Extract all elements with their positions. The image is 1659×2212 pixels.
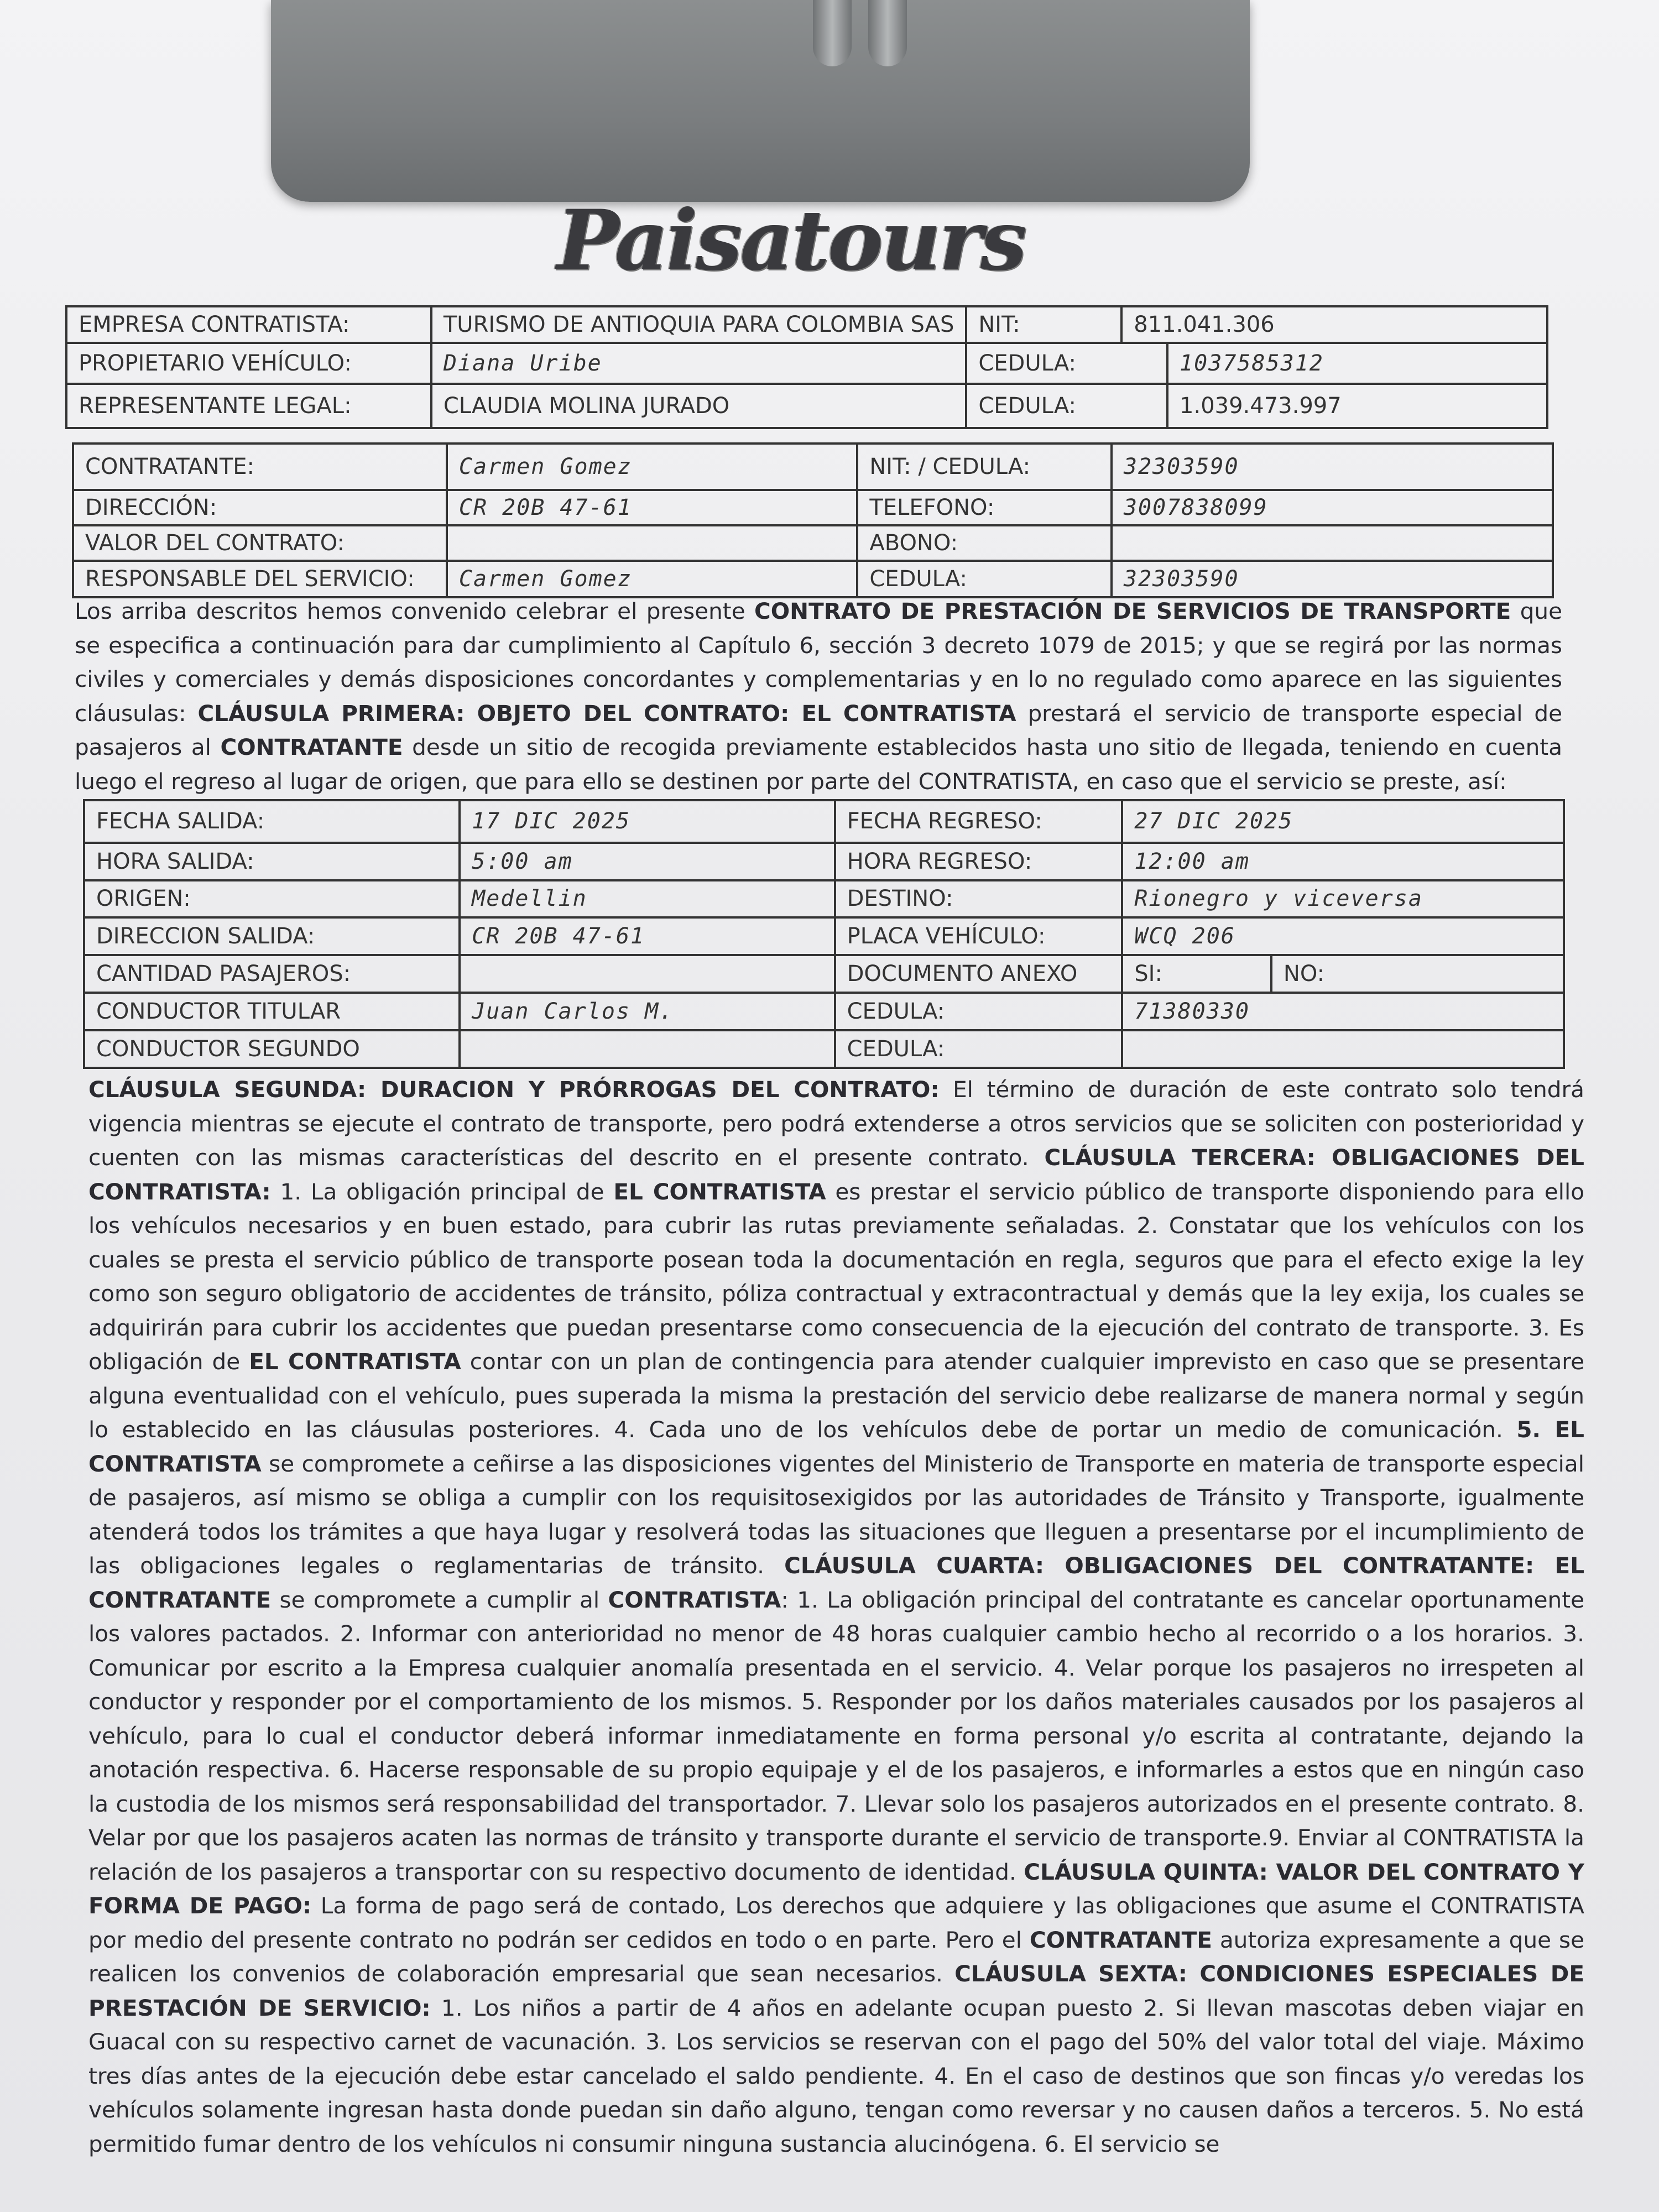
contratante-label: CONTRATANTE: bbox=[73, 444, 447, 490]
clausula-tercera-bold-b: EL CONTRATISTA bbox=[613, 1178, 826, 1205]
cedula1-label: CEDULA: bbox=[966, 343, 1167, 384]
empresa-label: EMPRESA CONTRATISTA: bbox=[66, 306, 431, 343]
telefono-value: 3007838099 bbox=[1112, 490, 1553, 525]
trip-details-table bbox=[83, 799, 1565, 1069]
valor-label: VALOR DEL CONTRATO: bbox=[73, 525, 447, 561]
hora-salida-value: 5:00 am bbox=[460, 843, 835, 880]
cedula-segundo-label: CEDULA: bbox=[835, 1030, 1123, 1068]
abono-value bbox=[1112, 525, 1553, 561]
propietario-value: Diana Uribe bbox=[431, 343, 966, 384]
fecha-regreso-label: FECHA REGRESO: bbox=[835, 800, 1123, 843]
cedula1-value: 1037585312 bbox=[1167, 343, 1547, 384]
clausula-sexta-text: 1. Los niños a partir de 4 años en adelante ocupan puesto 2. Si llevan mascotas deben viajar en Guacal con su respectivo carnet de vacunación. 3. Los servicios se reservan con el pago del 50% del valor total del viaje. Máximo tres días antes de la ejecución debe estar cancelado el saldo pendiente. 4. En el caso de destinos que son fincas y/o veredas los vehículos solamente ingresan hasta donde puedan sin daño alguno, tengan como reversar y no causen daños a terceros. 5. No está permitido fumar dentro de los vehículos ni consumir ninguna sustancia alucinógena. 6. El servicio se bbox=[88, 1994, 1584, 2157]
clip-ridge bbox=[868, 0, 907, 66]
clausula-cuarta-text-a: se compromete a cumplir al bbox=[271, 1586, 608, 1613]
intro-text-3: prestará el servicio de transporte especial de pasajeros al bbox=[75, 700, 1562, 760]
empresa-value: TURISMO DE ANTIOQUIA PARA COLOMBIA SAS bbox=[431, 306, 966, 343]
destino-value: Rionegro y viceversa bbox=[1122, 880, 1564, 918]
fecha-salida-label: FECHA SALIDA: bbox=[84, 800, 460, 843]
clausula-tercera-text-a: 1. La obligación principal de bbox=[270, 1178, 614, 1205]
intro-contract-title: CONTRATO DE PRESTACIÓN DE SERVICIOS DE TRANSPORTE bbox=[754, 598, 1511, 624]
cedula-segundo-value bbox=[1122, 1030, 1564, 1068]
intro-paragraph bbox=[75, 594, 1562, 799]
representante-value: CLAUDIA MOLINA JURADO bbox=[431, 384, 966, 428]
conductor-segundo-value bbox=[460, 1030, 835, 1068]
clausula-cuarta-bold-b: CONTRATISTA bbox=[608, 1586, 781, 1613]
clausula-tercera-text-d: se compromete a ceñirse a las disposiciones vigentes del Ministerio de Transporte en materia de transporte especial de pasajeros, así mismo se obliga a cumplir con los requisitosexigidos por las autoridades de Tránsito y Transporte, igualmente atenderá todos los trámites a que haya lugar y resolverá todas las situaciones que lleguen a presentarse por el incumplimiento de las obligaciones legales o reglamentarias de tránsito. bbox=[88, 1450, 1584, 1579]
intro-text-4: desde un sitio de recogida previamente establecidos hasta uno sitio de llegada, teniendo en cuenta luego el regreso al lugar de origen, que para ello se destinen por parte del CONTRATISTA, en caso que el servicio se preste, así: bbox=[75, 734, 1563, 795]
pasajeros-label: CANTIDAD PASAJEROS: bbox=[84, 955, 460, 993]
fecha-salida-value: 17 DIC 2025 bbox=[460, 800, 835, 843]
clausula-tercera-text-b: es prestar el servicio público de transporte disponiendo para ello los vehículos necesarios y en buen estado, para cubrir las rutas previamente señaladas. 2. Constatar que los vehículos con los cuales se presta el servicio público de transporte posean toda la documentación en regla, seguros que para el efecto exige la ley como son seguro obligatorio de accidentes de tránsito, póliza contractual y extracontractual y demás que la ley exija, los cuales se adquirirán para cubrir los accidentes que puedan presentarse como consecuencia de la ejecución del contrato de transporte. 3. Es obligación de bbox=[88, 1178, 1584, 1375]
cedula-titular-label: CEDULA: bbox=[835, 993, 1123, 1030]
hora-salida-label: HORA SALIDA: bbox=[84, 843, 460, 880]
fecha-regreso-value: 27 DIC 2025 bbox=[1122, 800, 1564, 843]
hora-regreso-value: 12:00 am bbox=[1122, 843, 1564, 880]
company-logo: Paisatours bbox=[556, 192, 1025, 289]
intro-text-1: Los arriba descritos hemos convenido celebrar el presente bbox=[75, 598, 755, 624]
abono-label: ABONO: bbox=[857, 525, 1112, 561]
clausula-tercera-bold-d: 5. EL CONTRATISTA bbox=[88, 1416, 1584, 1477]
propietario-label: PROPIETARIO VEHÍCULO: bbox=[66, 343, 431, 384]
origen-label: ORIGEN: bbox=[84, 880, 460, 918]
clausula-quinta-title: CLÁUSULA QUINTA: VALOR DEL CONTRATO Y FORMA DE PAGO: bbox=[88, 1858, 1584, 1919]
clausula-tercera-title: CLÁUSULA TERCERA: OBLIGACIONES DEL CONTRATISTA: bbox=[88, 1144, 1584, 1205]
contratante-value: Carmen Gomez bbox=[447, 444, 858, 490]
responsable-label: RESPONSABLE DEL SERVICIO: bbox=[73, 561, 447, 597]
hora-regreso-label: HORA REGRESO: bbox=[835, 843, 1123, 880]
intro-contratante: CONTRATANTE bbox=[220, 734, 403, 760]
direccion-label: DIRECCIÓN: bbox=[73, 490, 447, 525]
cedula-titular-value: 71380330 bbox=[1122, 993, 1564, 1030]
contratante-table bbox=[72, 442, 1554, 598]
nit-label: NIT: bbox=[966, 306, 1121, 343]
clausula-cuarta-title: CLÁUSULA CUARTA: OBLIGACIONES DEL CONTRATANTE: EL CONTRATANTE bbox=[88, 1552, 1585, 1613]
representante-label: REPRESENTANTE LEGAL: bbox=[66, 384, 431, 428]
clipboard-clip bbox=[271, 0, 1250, 202]
clausula-segunda-title: CLÁUSULA SEGUNDA: DURACION Y PRÓRROGAS DEL CONTRATO: bbox=[88, 1076, 940, 1103]
responsable-value: Carmen Gomez bbox=[447, 561, 858, 597]
clausula-quinta-text-b: autoriza expresamente a que se realicen los convenios de colaboración empresarial que sean necesarios. bbox=[88, 1926, 1585, 1987]
clip-ridge bbox=[813, 0, 852, 66]
no-label: NO: bbox=[1271, 955, 1564, 993]
conductor-titular-label: CONDUCTOR TITULAR bbox=[84, 993, 460, 1030]
direccion-salida-label: DIRECCION SALIDA: bbox=[84, 917, 460, 955]
clausula-quinta-bold-b: CONTRATANTE bbox=[1029, 1926, 1212, 1953]
telefono-label: TELEFONO: bbox=[857, 490, 1112, 525]
clausula-segunda-text: El término de duración de este contrato solo tendrá vigencia mientras se ejecute el contrato de transporte, pero podrá extenderse a otros servicios que se soliciten con posterioridad y cuenten con las mismas características del descrito en el presente contrato. bbox=[88, 1076, 1584, 1171]
nit-cedula-value: 32303590 bbox=[1112, 444, 1553, 490]
placa-label: PLACA VEHÍCULO: bbox=[835, 917, 1123, 955]
intro-text-2: que se especifica a continuación para dar cumplimiento al Capítulo 6, sección 3 decreto 1079 de 2015; y que se regirá por las normas civiles y comerciales y demás disposiciones concordantes y complementarias y en lo no regulado como aparece en las siguientes cláusulas: bbox=[75, 598, 1563, 727]
direccion-salida-value: CR 20B 47-61 bbox=[460, 917, 835, 955]
clausula-tercera-text-c: contar con un plan de contingencia para atender cualquier imprevisto en caso que se presentare alguna eventualidad con el vehículo, pues superada la misma la prestación del servicio debe realizarse de manera normal y según lo establecido en las cláusulas posteriores. 4. Cada uno de los vehículos debe de portar un medio de comunicación. bbox=[88, 1348, 1584, 1443]
conductor-titular-value: Juan Carlos M. bbox=[460, 993, 835, 1030]
cedula-value: 32303590 bbox=[1112, 561, 1553, 597]
documento-anexo-label: DOCUMENTO ANEXO bbox=[835, 955, 1123, 993]
nit-cedula-label: NIT: / CEDULA: bbox=[857, 444, 1112, 490]
clausula-quinta-text-a: La forma de pago será de contado, Los derechos que adquiere y las obligaciones que asume el CONTRATISTA por medio del presente contrato no podrán ser cedidos en todo o en parte. Pero el bbox=[88, 1892, 1584, 1953]
direccion-value: CR 20B 47-61 bbox=[447, 490, 858, 525]
cedula2-label: CEDULA: bbox=[966, 384, 1167, 428]
clausula-primera-title: CLÁUSULA PRIMERA: OBJETO DEL CONTRATO: EL CONTRATISTA bbox=[197, 700, 1016, 727]
clausula-cuarta-text-b: : 1. La obligación principal del contratante es cancelar oportunamente los valores pactados. 2. Informar con anterioridad no menor de 48 horas cualquier cambio hecho al recorrido o a los horarios. 3. Comunicar por escrito a la Empresa cualquier anomalía presentada en el servicio. 4. Velar porque los pasajeros no irrespeten al conductor y responder por el comportamiento de los mismos. 5. Responder por los daños materiales causados por los pasajeros al vehículo, para lo cual el conductor deberá informar inmediatamente en forma personal y/o escrita al contratante, dejando la anotación respectiva. 6. Hacerse responsable de su propio equipaje y el de los pasajeros, e informarles a estos que en ningún caso la custodia de los mismos será responsabilidad del transportador. 7. Llevar solo los pasajeros autorizados en el presente contrato. 8. Velar por que los pasajeros acaten las normas de tránsito y transporte durante el servicio de transporte.9. Enviar al CONTRATISTA la relación de los pasajeros a transportar con su respectivo documento de identidad. bbox=[88, 1586, 1585, 1885]
clausula-sexta-title: CLÁUSULA SEXTA: CONDICIONES ESPECIALES DE PRESTACIÓN DE SERVICIO: bbox=[88, 1960, 1584, 2021]
company-info-table bbox=[65, 305, 1548, 429]
nit-value: 811.041.306 bbox=[1121, 306, 1547, 343]
clausula-tercera-bold-c: EL CONTRATISTA bbox=[249, 1348, 461, 1375]
si-label: SI: bbox=[1122, 955, 1271, 993]
valor-value bbox=[447, 525, 858, 561]
origen-value: Medellin bbox=[460, 880, 835, 918]
placa-value: WCQ 206 bbox=[1122, 917, 1564, 955]
cedula-label: CEDULA: bbox=[857, 561, 1112, 597]
cedula2-value: 1.039.473.997 bbox=[1167, 384, 1547, 428]
destino-label: DESTINO: bbox=[835, 880, 1123, 918]
pasajeros-value bbox=[460, 955, 835, 993]
clauses-body bbox=[88, 1073, 1584, 2161]
conductor-segundo-label: CONDUCTOR SEGUNDO bbox=[84, 1030, 460, 1068]
